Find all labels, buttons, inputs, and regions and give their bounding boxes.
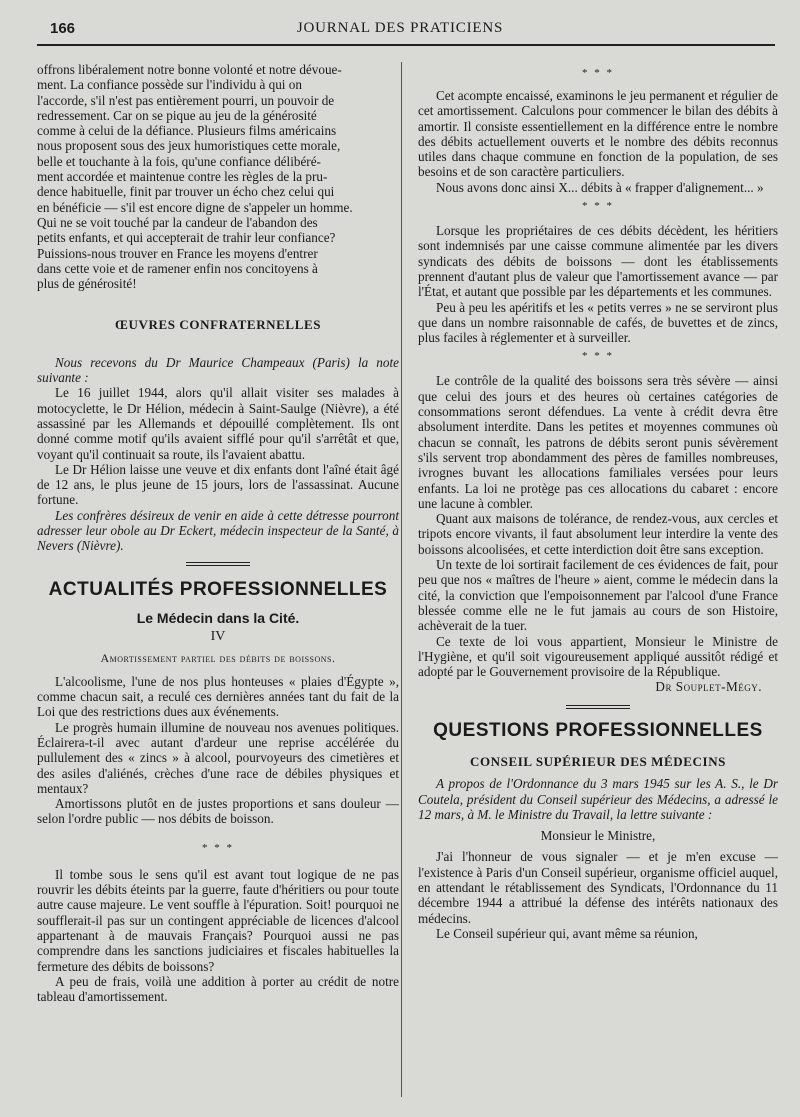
text-line: ment accordée et maintenue contre les règles de la pru- [37,169,328,185]
text-line: nous proposent sous des jeux humoristiques cette morale, [37,138,341,154]
stars-separator: * * * [582,350,614,363]
text-line: offrons libéralement notre bonne volonté et notre dévoue- [37,62,342,77]
letter-paragraph: J'ai l'honneur de vous signaler — et je m'en excuse — l'existence à Paris d'un Conseil supérieur, organisme officiel auquel, en attendant le rétablissement des Syndicats, l'Ordonnance du 11 décembre 1944 a attribué la défense des intérêts nationaux des médecins. [418,849,778,926]
article-subtitle: Amortissement partiel des débits de boissons. [100,650,336,665]
article-paragraph: Lorsque les propriétaires de ces débits décèdent, les héritiers sont indemnisés par une caisse commune alimentée par les divers syndicats des débits de boissons — dont les établissements prennent d'autant plus de valeur que l'amortissement avance — par l'État, et autant que possible par les départements et les communes. [418,223,778,300]
article-paragraph: Quant aux maisons de tolérance, de rendez-vous, aux cercles et tripots encore vivants, il faut absolument leur interdire la vente des boissons alcoolisées, et cette interdiction doit être sans exception. [418,511,778,557]
section-title: ACTUALITÉS PROFESSIONNELLES [48,578,388,600]
stars-separator: * * * [582,67,614,79]
column-divider [401,62,402,1097]
section-title: QUESTIONS PROFESSIONNELLES [433,719,763,741]
journal-title: JOURNAL DES PRATICIENS [296,20,504,36]
text-line: dence habituelle, finit par trouver un écho chez celui qui [37,184,335,200]
text-line: dans cette voie et de ramener enfin nos concitoyens à [37,260,318,276]
letter-salutation: Monsieur le Ministre, [540,828,656,844]
oeuvres-heading: ŒUVRES CONFRATERNELLES [114,317,322,333]
intro-text [37,62,399,291]
text-line: ment. La confiance possède sur l'individu à qui on [37,77,302,93]
oeuvres-paragraph: Le 16 juillet 1944, alors qu'il allait visiter ses malades à motocyclette, le Dr Hélion, médecin à Saint-Saulge (Nièvre), a été assassiné par les Allemands et dépouillé complètement. Ils ont donné comme motif qu'ils avaient sifflé pour qu'il s'arrêtât et que, voyant qu'il continuait sa route, ils l'avaient abattu. [37,385,399,462]
stars-separator: * * * [582,200,614,213]
page-header [0,0,800,44]
oeuvres-paragraph: Le Dr Hélion laisse une veuve et dix enfants dont l'aîné était âgé de 12 ans, le plus jeune de 15 jours, lors de l'assassinat. Aucune fortune. [37,461,399,508]
text-line: redressement. Car on se pique au jeu de la générosité [37,107,317,123]
conseil-intro: A propos de l'Ordonnance du 3 mars 1945 sur les A. S., le Dr Coutela, président du Conseil supérieur des Médecins, a adressé le 12 mars, à M. le Ministre du Travail, la lettre suivante : [418,776,778,822]
article-paragraph: Le contrôle de la qualité des boissons sera très sévère — ainsi que celui des jours et des heures où certaines catégories de consommations seront défendues. La vente à crédit devra être absolument interdite. Dans les petites et moyennes communes où chacun se connaît, les patrons de débits seront punis sévèrement s'ils servent trop abondamment des pères de familles nombreuses, ivrognes buvant les allocations familiales versées pour leurs enfants. La loi ne protège pas ces allocations du cabaret : encore une lacune à combler. [418,373,778,511]
left-column [37,62,399,1004]
article-paragraph: Le progrès humain illumine de nouveau nos avenues politiques. Éclairera-t-il avec autant d'ardeur une reprise accélérée du pullulement des « zincs » à alcool, pourvoyeurs des cimetières et des asiles d'aliénés, crèches d'une race de débiles physiques et mentaux? [37,719,399,796]
page-number: 166 [50,20,76,37]
article-paragraph: Peu à peu les apéritifs et les « petits verres » ne se serviront plus que dans un nombre raisonnable de cafés, de buvettes et de zincs, plus faciles à réglementer et à surveiller. [418,299,778,346]
letter-paragraph: Le Conseil supérieur qui, avant même sa réunion, [436,925,698,941]
article-paragraph: Il tombe sous le sens qu'il est avant tout logique de ne pas rouvrir les débits éteints par la guerre, faute d'héritiers ou pour toute autre cause majeure. Le vent souffle à l'épuration. Soit! pourquoi ne soufflerait-il pas sur un contingent appréciable de licences d'alcool appartenant à de mauvais Français? Pourquoi aussi ne pas comprendre dans les sanctions judiciaires et fiscales habituelles la fermeture des débits de boissons? [37,866,399,974]
text-line: Puissions-nous trouver en France les moyens d'entrer [37,245,318,261]
text-line: Qui ne se voit touché par la candeur de l'abandon des [37,214,318,230]
article-title: Le Médecin dans la Cité. [136,609,300,626]
article-paragraph: Amortissons plutôt en de justes proportions et sans douleur — selon l'ordre public — nos débits de boisson. [37,796,399,827]
stars-separator: * * * [202,841,234,854]
article-number: IV [210,629,226,645]
text-line: l'accorde, s'il n'est pas entièrement pourri, un pouvoir de [37,92,335,108]
article-paragraph: Cet acompte encaissé, examinons le jeu permanent et régulier de cet amortissement. Calculons pour commencer le bilan des débits à amortir. Il consiste essentiellement en la différence entre le nombre des débits actuellement ouverts et le nombre des débits reconnus utiles dans chaque commune en fonction de la population, de ses besoins et de son caractère particuliers. [418,88,778,180]
right-column [418,62,778,941]
article-paragraph: L'alcoolisme, l'une de nos plus honteuses « plaies d'Égypte », comme chacun sait, a reculé ces dernières années tant du fait de la Loi que des restrictions dues aux événements. [37,673,399,720]
oeuvres-intro: Nous recevons du Dr Maurice Champeaux (Paris) la note suivante : [37,354,399,386]
text-line: petits enfants, et qui accepterait de trahir leur confiance? [37,230,336,246]
article-paragraph: Nous avons donc ainsi X... débits à « frapper d'alignement... » [436,179,764,195]
text-line: comme à celui de la défiance. Plusieurs films américains [37,123,337,139]
oeuvres-paragraph: Les confrères désireux de venir en aide à cette détresse pourront adresser leur obole au Dr Eckert, médecin inspecteur de la Santé, à Nevers (Nièvre). [37,507,399,554]
text-line: en bénéficie — s'il est encore digne de s'appeler un homme. [37,199,353,215]
text-line: belle et touchante à la fois, qu'une confiance délibéré- [37,153,321,169]
article-paragraph: Un texte de loi sortirait facilement de ces évidences de fait, pour peu que nos « maîtres de l'heure » aient, comme le médecin dans la cité, la conviction que l'empoisonnement par l'alcool d'une France blessée comme elle ne le fut jamais au cours de son Histoire, achèverait de la tuer. [418,557,778,634]
signature: Dr Souplet-Mégy. [655,679,762,695]
article-paragraph: A peu de frais, voilà une addition à porter au crédit de notre tableau d'amortissement. [37,973,399,1005]
text-line: plus de générosité! [37,276,137,292]
header-rule [37,44,775,46]
article-paragraph: Ce texte de loi vous appartient, Monsieur le Ministre de l'Hygiène, et qu'il soit vigoureusement appliqué aussitôt rédigé et adopté par le Gouvernement provisoire de la République. [418,633,778,680]
conseil-heading: CONSEIL SUPÉRIEUR DES MÉDECINS [469,753,727,769]
